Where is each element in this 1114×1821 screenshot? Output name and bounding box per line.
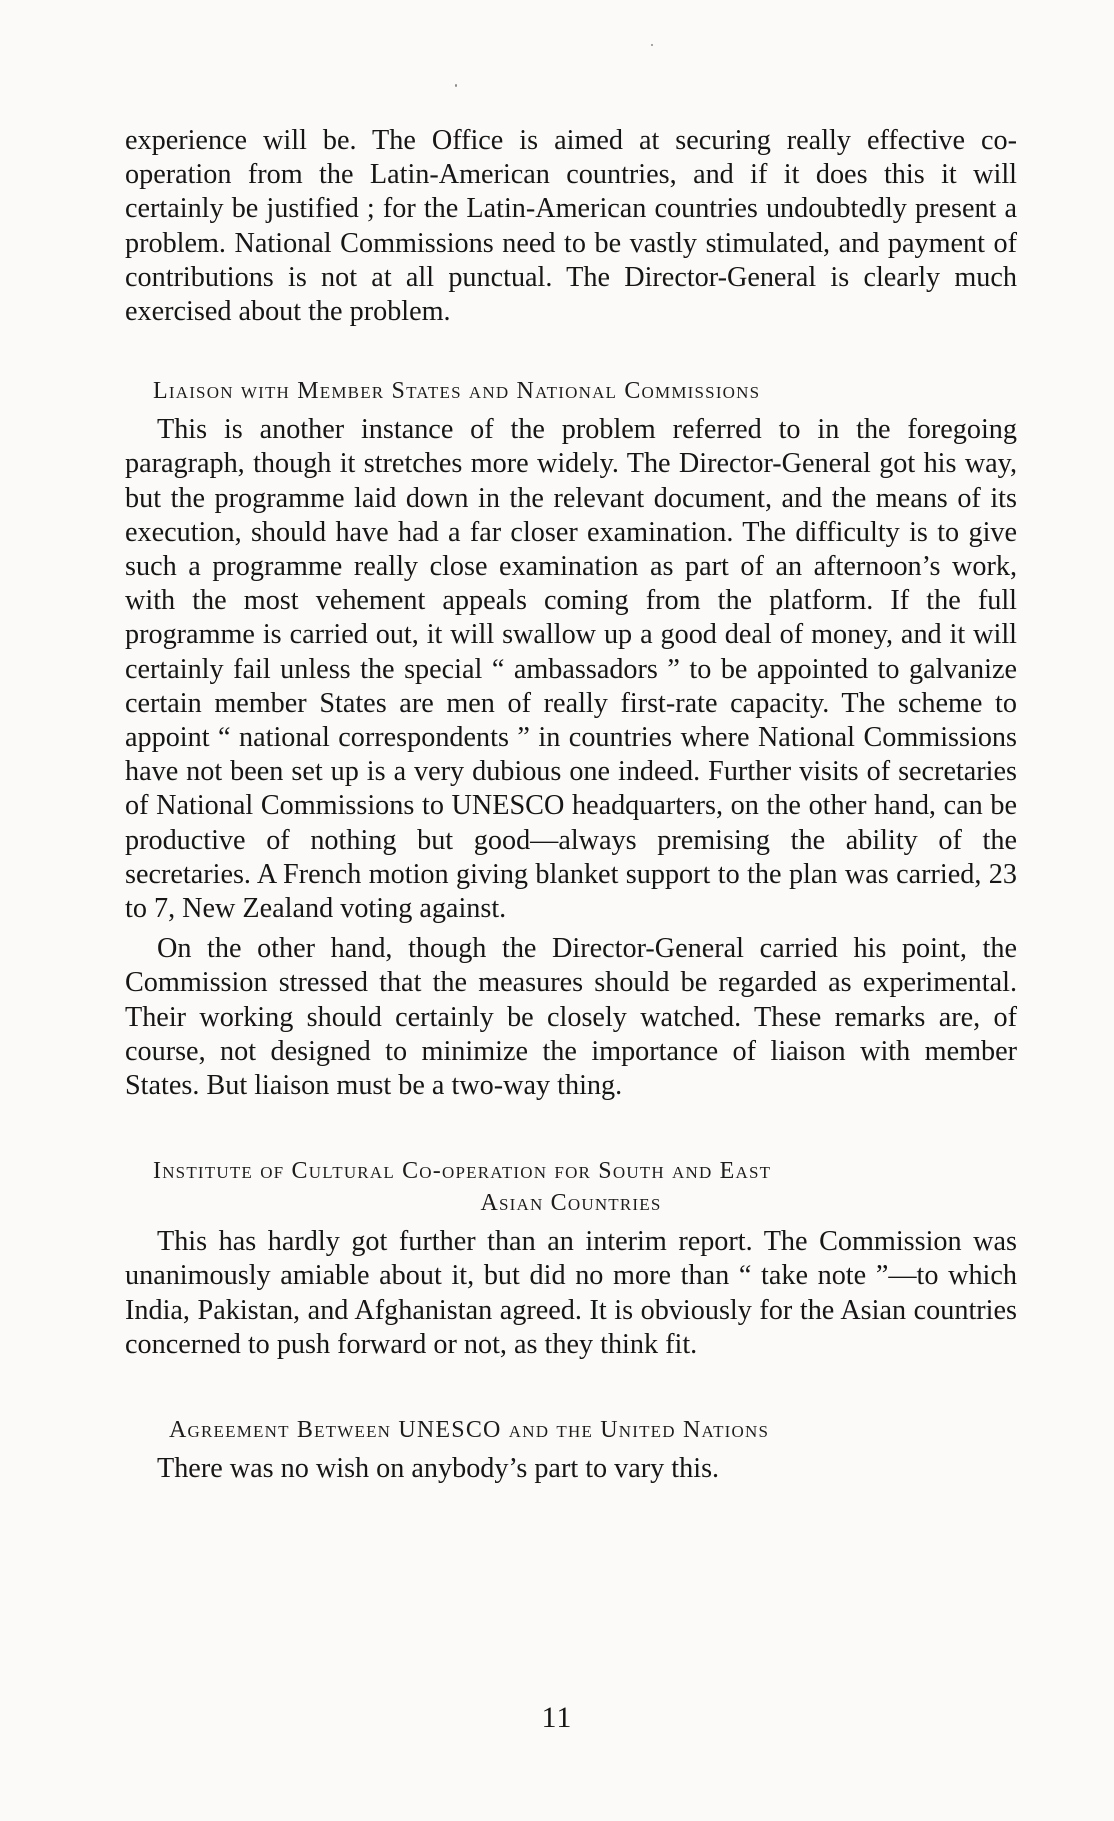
paragraph-liaison-programme: This is another instance of the problem referred to in the foregoing paragraph, though it stretches more widely. The Director-General got his way, but the programme laid down in the relevant document, and the means of its execution, should have had a far closer examination. The difficulty is to give such a programme really close examination as part of an afternoon’s work, with the most vehement appeals coming from the platform. If the full programme is carried out, it will swallow up a good deal of money, and it will certainly fail unless the special “ ambassadors ” to be appointed to galvanize certain member States are men of really first-rate capacity. The scheme to appoint “ national correspondents ” in countries where National Commissions have not been set up is a very dubious one indeed. Further visits of secretaries of National Commissions to UNESCO headquarters, on the other hand, can be productive of nothing but good—always premising the ability of the secretaries. A French motion giving blanket support to the plan was carried, 23 to 7, New Zealand voting against. [125,414,1017,925]
section-heading-institute-line-1: Institute of Cultural Co-operation for South and East [153,1158,772,1185]
page-number: 11 [541,1701,573,1734]
paragraph-agreement: There was no wish on anybody’s part to vary this. [157,1453,720,1485]
section-heading-liaison: Liaison with Member States and National Commissions [153,378,761,405]
page-body [125,124,1017,1486]
section-heading-institute-line-2: Asian Countries [480,1190,662,1217]
paper-speck [651,44,653,46]
paragraph-latin-american-office: experience will be. The Office is aimed at securing really effective co-operation from the Latin-American countries, and if it does this it will certainly be justified ; for the Latin-American countries undoubtedly present a problem. National Commissions need to be vastly stimulated, and payment of contributions is not at all punctual. The Director-General is clearly much exercised about the problem. [125,125,1017,328]
paragraph-liaison-experimental: On the other hand, though the Director-General carried his point, the Commission stressed that the measures should be regarded as experimental. Their working should certainly be closely watched. These remarks are, of course, not designed to minimize the importance of liaison with member States. But liaison must be a two-way thing. [125,933,1017,1102]
paper-speck [455,84,457,87]
paragraph-institute-report: This has hardly got further than an interim report. The Commission was unanimously amiable about it, but did no more than “ take note ”—to which India, Pakistan, and Afghanistan agreed. It is obviously for the Asian countries concerned to push forward or not, as they think fit. [125,1226,1017,1360]
section-heading-agreement: Agreement Between UNESCO and the United Nations [169,1417,770,1444]
